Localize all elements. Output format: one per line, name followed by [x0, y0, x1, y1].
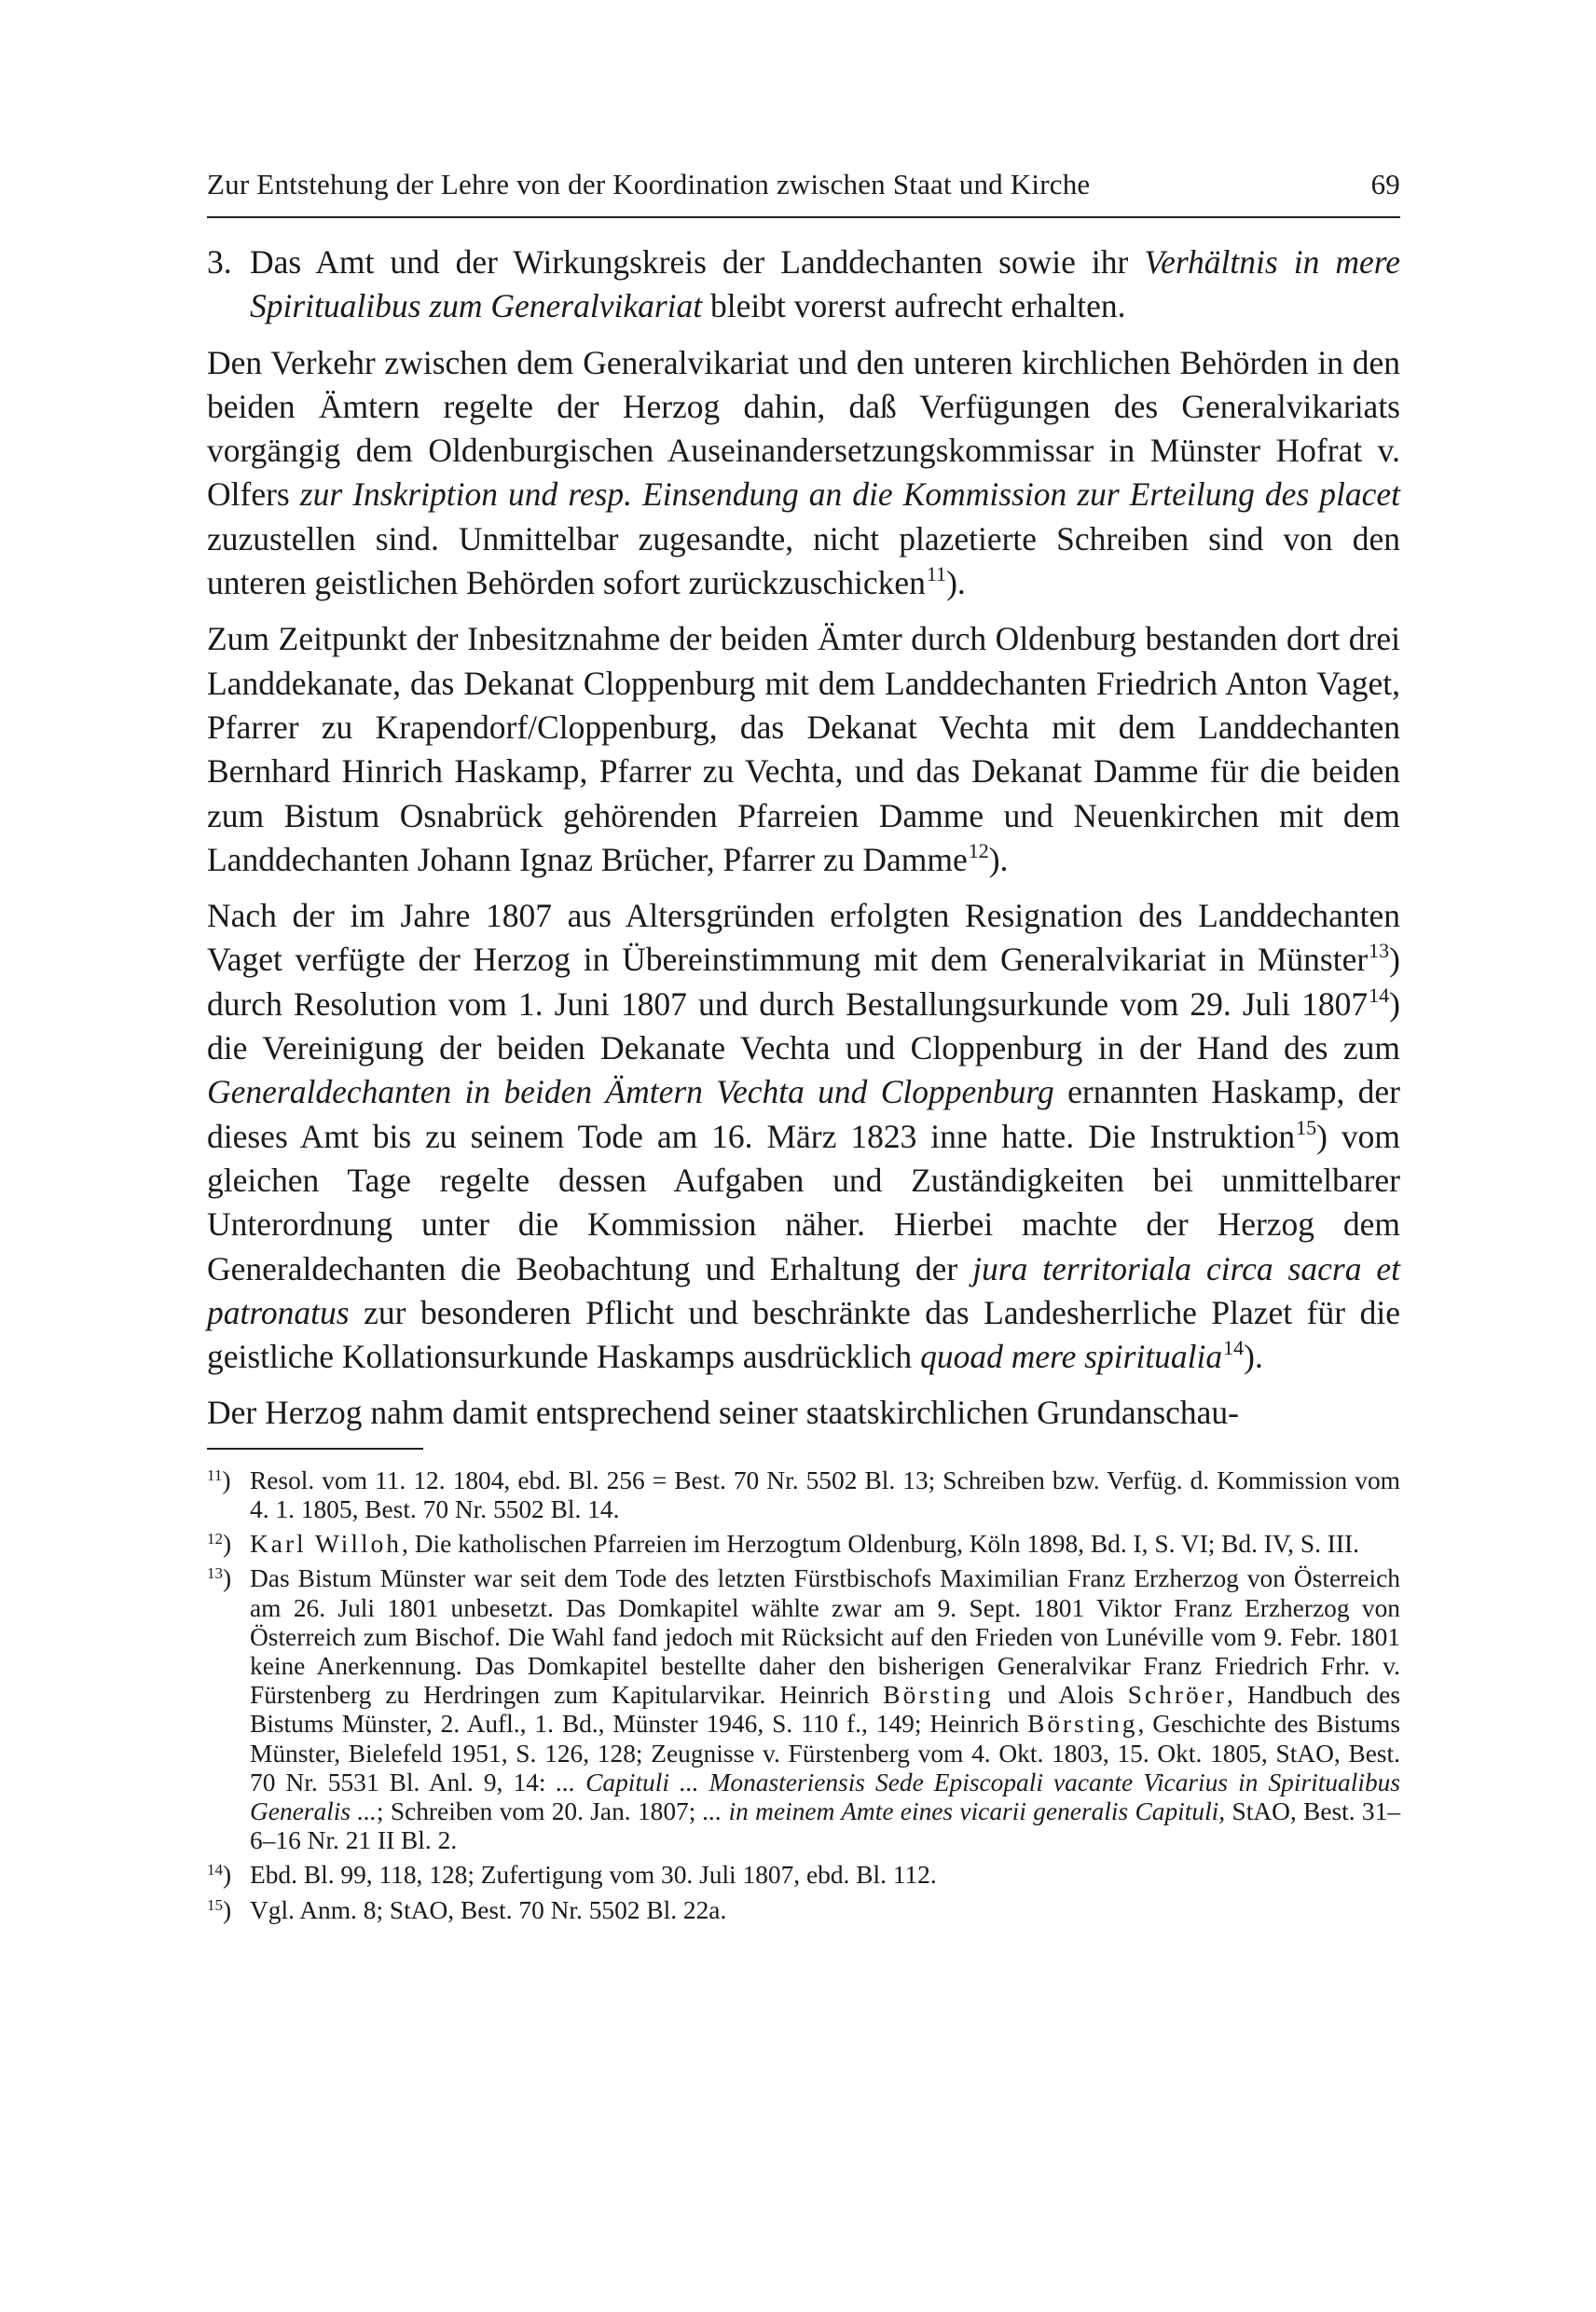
footnote-text [250, 1896, 1400, 1925]
text-run: Das Amt und der Wirkungskreis der Landdechanten sowie ihr [250, 243, 1145, 281]
text-run: ). [946, 564, 966, 602]
footnote-paren: ) [223, 1530, 232, 1559]
running-head [207, 168, 1400, 218]
footnote-marker [207, 1896, 250, 1925]
italic-run: ... Capituli ... Monasteriensis Sede Episcopali vacante Vicarius in Spiritualibus Generalis ... [250, 1768, 1400, 1825]
footnote-number: 11 [207, 1466, 223, 1484]
text-run: ; Schreiben vom 20. Jan. 1807; [376, 1796, 703, 1825]
footnote-number: 14 [207, 1861, 223, 1879]
text-run: ) durch Resolution vom 1. Juni 1807 und durch Bestallungsurkunde vom 29. Juli 1807 [207, 941, 1400, 1023]
footnote-ref[interactable]: 13 [1369, 939, 1390, 963]
text-run: , Geschichte des Bistums Münster, Bielefeld 1951, S. 126, 128; Zeugnisse v. Fürstenberg vom 4. Okt. 1803, 15. Okt. 1805, StAO, Best. 70 Nr. 5531 Bl. Anl. 9, 14: [250, 1710, 1400, 1796]
footnote-ref[interactable]: 15 [1296, 1115, 1317, 1139]
footnote-paren: ) [223, 1895, 232, 1924]
footnote-paren: ) [222, 1466, 231, 1494]
footnote-number: 15 [207, 1895, 223, 1914]
footnote-marker [207, 1564, 250, 1855]
author-name: Börsting [1027, 1710, 1138, 1739]
page-number: 69 [1370, 168, 1400, 200]
footnote-text [250, 1564, 1400, 1855]
text-run: Vgl. Anm. 8; StAO, Best. 70 Nr. 5502 Bl. 22a. [250, 1895, 727, 1924]
footnote-13 [207, 1564, 1400, 1855]
paragraph-3 [207, 894, 1400, 1379]
italic-run: jura territoriala circa sacra et patronatus [207, 1249, 1401, 1331]
footnote-text [250, 1530, 1400, 1559]
paragraph-4 [207, 1391, 1400, 1435]
footnote-number: 13 [207, 1564, 223, 1583]
paragraph-2 [207, 617, 1400, 882]
footnote-marker [207, 1466, 250, 1524]
footnote-14 [207, 1861, 1400, 1890]
list-number: 3. [207, 243, 232, 281]
text-run: , Die katholischen Pfarreien im Herzogtum Oldenburg, Köln 1898, Bd. I, S. VI; Bd. IV, S. III. [402, 1530, 1360, 1559]
footnote-marker [207, 1861, 250, 1890]
footnote-11 [207, 1466, 1400, 1524]
text-run: zur besonderen Pflicht und beschränkte das Landesherrliche Plazet für die geistliche Kollationsurkunde Haskamps ausdrücklich [207, 1293, 1400, 1376]
footnote-ref[interactable]: 12 [968, 838, 989, 862]
footnote-ref[interactable]: 14 [1223, 1336, 1245, 1360]
footnotes [207, 1466, 1400, 1925]
italic-run: Generaldechanten in beiden Ämtern Vechta und Cloppenburg [207, 1073, 1054, 1111]
text-run: Nach der im Jahre 1807 aus Altersgründen erfolgten Resignation des Landdechanten Vaget verfügte der Herzog in Übereinstimmung mit dem Generalvikariat in Münster [207, 897, 1400, 979]
document-page [207, 168, 1400, 1931]
text-run: Den Verkehr zwischen dem Generalvikariat und den unteren kirchlichen Behörden in den beiden Ämtern regelte der Herzog dahin, daß Verfügungen des Generalvikariats vorgängig dem Oldenburgischen Auseinandersetzungskommissar in Münster Hofrat v. Olfers [207, 343, 1400, 514]
text-run: ernannten Haskamp, der dieses Amt bis zu seinem Tode am 16. März 1823 inne hatte. Die Instruktion [207, 1073, 1400, 1155]
author-name: Schröer [1127, 1681, 1227, 1710]
italic-run: quoad mere spiritualia [920, 1338, 1223, 1376]
footnote-ref[interactable]: 11 [926, 562, 947, 586]
text-run: Ebd. Bl. 99, 118, 128; Zufertigung vom 30. Juli 1807, ebd. Bl. 112. [250, 1861, 937, 1890]
footnote-number: 12 [207, 1530, 223, 1548]
list-item-3 [207, 241, 1400, 329]
text-run: Resol. vom 11. 12. 1804, ebd. Bl. 256 = Best. 70 Nr. 5502 Bl. 13; Schreiben bzw. Verfüg. d. Kommission vom 4. 1. 1805, Best. 70 Nr. 5502 Bl. 14. [250, 1466, 1400, 1523]
footnote-marker [207, 1530, 250, 1559]
text-run: bleibt vorerst aufrecht erhalten. [702, 287, 1126, 325]
footnote-paren: ) [223, 1861, 232, 1890]
footnote-15 [207, 1896, 1400, 1925]
running-head-title: Zur Entstehung der Lehre von der Koordination zwischen Staat und Kirche [207, 168, 1091, 200]
text-run: Zum Zeitpunkt der Inbesitznahme der beiden Ämter durch Oldenburg bestanden dort drei Landdekanate, das Dekanat Cloppenburg mit dem Landdechanten Friedrich Anton Vaget, Pfarrer zu Krapendorf/Cloppenburg, das Dekanat Vechta mit dem Landdechanten Bernhard Hinrich Haskamp, Pfarrer zu Vechta, und das Dekanat Damme für die beiden zum Bistum Osnabrück gehörenden Pfarreien Damme und Neuenkirchen mit dem Landdechanten Johann Ignaz Brücher, Pfarrer zu Damme [207, 620, 1400, 878]
author-name: Karl Willoh [250, 1530, 402, 1559]
footnote-text [250, 1861, 1400, 1890]
text-run: und Alois [993, 1681, 1128, 1710]
text-run: StAO, Best. 31–6–16 Nr. 21 II Bl. 2. [250, 1796, 1401, 1855]
text-run: zuzustellen sind. Unmittelbar zugesandte, nicht plazetierte Schreiben sind von den unteren geistlichen Behörden sofort zurückzuschicken [207, 519, 1400, 602]
body-text [207, 241, 1400, 1436]
italic-run: Verhältnis in mere Spiritualibus zum Generalvikariat [250, 243, 1400, 325]
text-run: ) vom gleichen Tage regelte dessen Aufgaben und Zuständigkeiten bei unmittelbarer Unterordnung unter die Kommission näher. Hierbei machte der Herzog dem Generaldechanten die Beobachtung und Erhaltung der [207, 1117, 1400, 1287]
footnote-paren: ) [223, 1564, 232, 1593]
text-run: ). [1244, 1338, 1263, 1376]
italic-run: ... in meinem Amte eines vicarii generalis Capituli, [702, 1796, 1226, 1825]
footnote-ref[interactable]: 14 [1369, 983, 1390, 1007]
author-name: Börsting [883, 1681, 994, 1710]
text-run: ). [988, 840, 1009, 878]
text-run: , Handbuch des Bistums Münster, 2. Aufl., 1. Bd., Münster 1946, S. 110 f., 149; Heinrich [250, 1681, 1400, 1739]
text-run: ) die Vereinigung der beiden Dekanate Vechta und Cloppenburg in der Hand des zum [207, 984, 1400, 1067]
text-run: Der Herzog nahm damit entsprechend seiner staatskirchlichen Grundanschau- [207, 1394, 1239, 1432]
paragraph-1 [207, 341, 1400, 606]
footnote-divider [207, 1448, 423, 1450]
text-run: Das Bistum Münster war seit dem Tode des letzten Fürstbischofs Maximilian Franz Erzherzog von Österreich am 26. Juli 1801 unbesetzt. Das Domkapitel wählte zwar am 9. Sept. 1801 Viktor Franz Erzherzog von Österreich zum Bischof. Die Wahl fand jedoch mit Rücksicht auf den Frieden von Lunéville vom 9. Febr. 1801 keine Anerkennung. Das Domkapitel bestellte daher den bisherigen Generalvikar Franz Friedrich Frhr. v. Fürstenberg zu Herdringen zum Kapitularvikar. Heinrich [250, 1564, 1400, 1710]
footnote-12 [207, 1530, 1400, 1559]
footnote-text [250, 1466, 1400, 1524]
italic-run: zur Inskription und resp. Einsendung an die Kommission zur Erteilung des placet [299, 475, 1400, 514]
